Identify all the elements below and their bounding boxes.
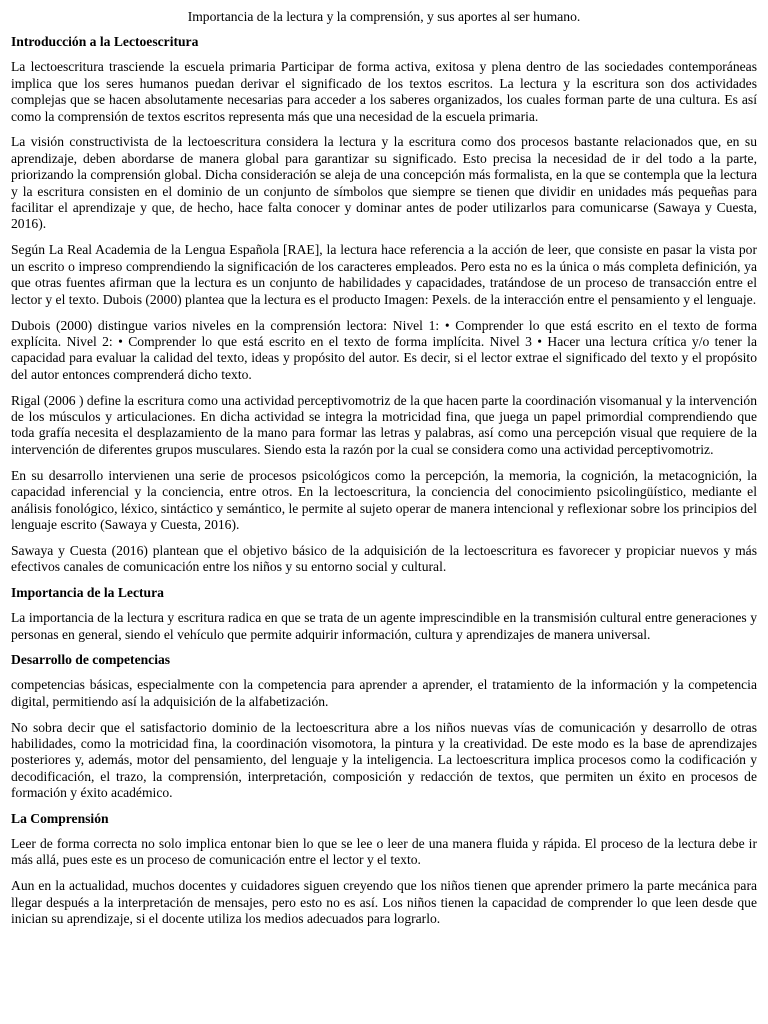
heading-importancia-lectura: Importancia de la Lectura [11,585,164,601]
paragraph: La visión constructivista de la lectoescritura considera la lectura y la escritura como dos procesos bastante relacionados que, en su aprendizaje, deben abordarse de manera global para garantizar su significado. Esto precisa la necesidad de ir del todo a la parte, priorizando la comprensión global. Dicha consideración se aleja de una concepción más formalista, en la que se contempla que la lectura y la escritura consisten en el dominio de un conjunto de símbolos que siempre se tienen que dividir en unidades más pequeñas para facilitar el aprendizaje y que, de hecho, hace falta conocer y dominar antes de poder utilizarlos para comunicarse (Sawaya y Cuesta, 2016). [11,134,757,232]
paragraph: Aun en la actualidad, muchos docentes y cuidadores siguen creyendo que los niños tienen que aprender primero la parte mecánica para llegar después a la interpretación de mensajes, pero esto no es así. Los niños tienen la capacidad de comprender lo que leen desde que inician su aprendizaje, si el docente utiliza los medios adecuados para lograrlo. [11,878,757,927]
paragraph: competencias básicas, especialmente con la competencia para aprender a aprender, el tratamiento de la información y la competencia digital, permitiendo así la adquisición de la alfabetización. [11,677,757,709]
heading-introduccion: Introducción a la Lectoescritura [11,34,199,50]
paragraph: Leer de forma correcta no solo implica entonar bien lo que se lee o leer de una manera fluida y rápida. El proceso de la lectura debe ir más allá, pues este es un proceso de comunicación entre el lector y el texto. [11,836,757,868]
paragraph: Según La Real Academia de la Lengua Española [RAE], la lectura hace referencia a la acción de leer, que consiste en pasar la vista por un escrito o impreso comprendiendo la significación de los caracteres empleados. Pero esta no es la única o más completa definición, ya que otras fuentes afirman que la lectura es un conjunto de habilidades y capacidades, tratándose de un proceso de transacción entre el lector y el texto. Dubois (2000) plantea que la lectura es el producto Imagen: Pexels. de la interacción entre el pensamiento y el lenguaje. [11,242,757,307]
document-title: Importancia de la lectura y la comprensión, y sus aportes al ser humano. [187,9,581,24]
paragraph: En su desarrollo intervienen una serie de procesos psicológicos como la percepción, la memoria, la cognición, la metacognición, la capacidad inferencial y la conciencia, entre otros. En la lectoescritura, la conciencia del conocimiento psicolingüístico, mediante el análisis fonológico, léxico, sintáctico y semántico, le permite al sujeto operar de manera intencional y reflexionar sobre los principios del lenguaje escrito (Sawaya y Cuesta, 2016). [11,467,757,532]
paragraph: No sobra decir que el satisfactorio dominio de la lectoescritura abre a los niños nuevas vías de comunicación y desarrollo de otras habilidades, como la motricidad fina, la coordinación visomotora, la pintura y la creatividad. De este modo es la base de aprendizajes posteriores y, además, motor del pensamiento, del lenguaje y la inteligencia. La lectoescritura implica procesos como la codificación y decodificación, el trazo, la comprensión, interpretación, composición y redacción de textos, que permiten un éxito en procesos de formación y éxito académico. [11,719,757,801]
heading-la-comprension: La Comprensión [11,811,109,827]
paragraph: Rigal (2006 ) define la escritura como una actividad perceptivomotriz de la que hacen parte la coordinación visomanual y la intervención de los músculos y articulaciones. En dicha actividad se integra la motricidad fina, que juega un papel primordial comprendiendo que toda grafía necesita el desplazamiento de la mano para formar las letras y palabras, así como una percepción visual que requiere de la intervención de diferentes grupos musculares. Siendo esta la razón por la cual se considera como una actividad perceptivomotriz. [11,392,757,457]
paragraph: Sawaya y Cuesta (2016) plantean que el objetivo básico de la adquisición de la lectoescritura es favorecer y propiciar nuevos y más efectivos canales de comunicación entre los niños y su entorno social y cultural. [11,542,757,575]
paragraph: La importancia de la lectura y escritura radica en que se trata de un agente imprescindible en la transmisión cultural entre generaciones y personas en general, siendo el vehículo que permite adquirir información, cultura y aprendizajes de manera universal. [11,610,757,642]
paragraph: Dubois (2000) distingue varios niveles en la comprensión lectora: Nivel 1: • Comprender lo que está escrito en el texto de forma explícita. Nivel 2: • Comprender lo que está escrito en el texto de forma implícita. Nivel 3 • Hacer una lectura crítica y/o tener la capacidad para evaluar la calidad del texto, ideas y propósito del autor. Es decir, si el lector extrae el significado del texto y el propósito del autor entonces comprenderá dicho texto. [11,317,757,382]
paragraph: La lectoescritura trasciende la escuela primaria Participar de forma activa, exitosa y plena dentro de las sociedades contemporáneas implica que los seres humanos puedan derivar el significado de los textos escritos. La lectura y la escritura son dos actividades complejas que se hacen absolutamente necesarias para acceder a los saberes organizados, los cuales forman parte de una cultura. Es así como la comprensión de textos escritos representa más que una necesidad de la escuela primaria. [11,59,757,124]
heading-desarrollo-competencias: Desarrollo de competencias [11,652,171,668]
